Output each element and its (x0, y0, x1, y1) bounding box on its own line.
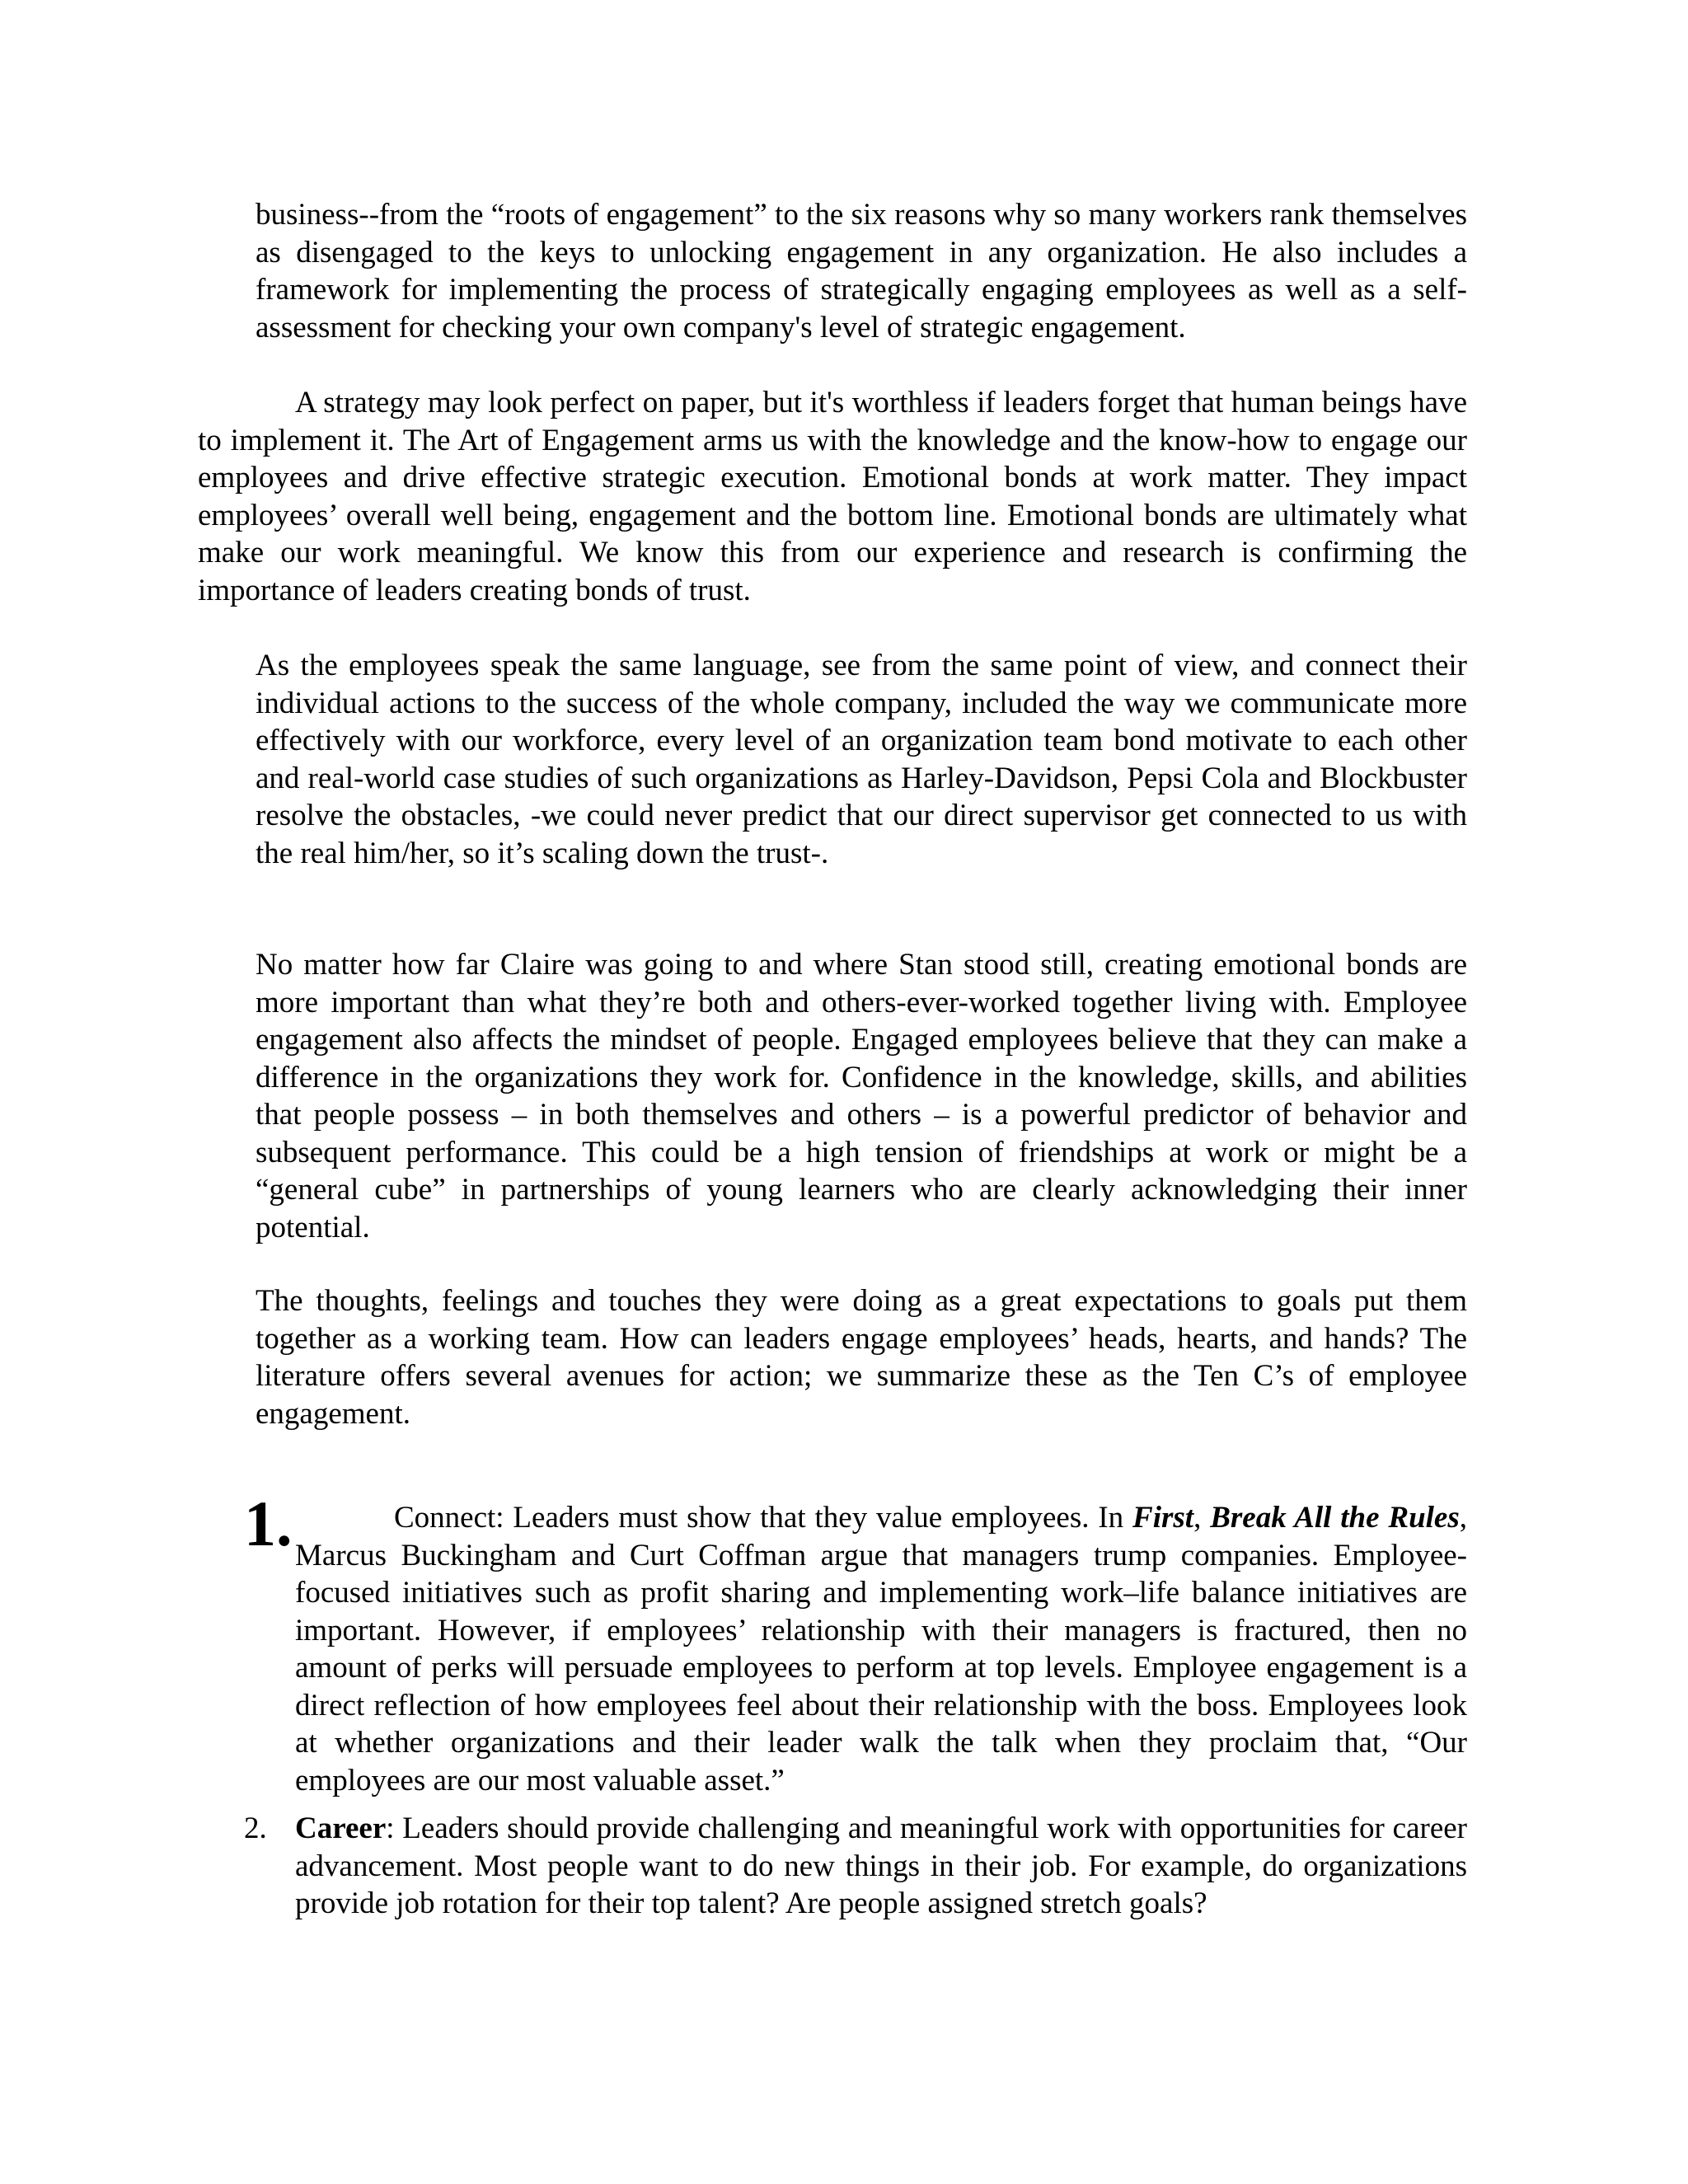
paragraph-emotional-bonds: No matter how far Claire was going to and where Stan stood still, creating emotional bonds are more important than what they’re both and others-ever-worked together living with. Employee engagement also affects the mindset of people. Engaged employees believe that they can make a difference in the organizations they work for. Confidence in the knowledge, skills, and abilities that people possess – in both themselves and others – is a powerful predictor of behavior and subsequent performance. This could be a high tension of friendships at work or might be a “general cube” in partnerships of young learners who are clearly acknowledging their inner potential. (256, 948, 1467, 1244)
book-title-separator: , (1193, 1501, 1211, 1535)
connect-intro: Connect: Leaders must show that they value employees. In (394, 1501, 1133, 1535)
paragraph-engagement-overview: business--from the “roots of engagement” to the six reasons why so many workers rank themselves as disengaged to the keys to unlocking engagement in any organization. He also includes a framework for implementing the process of strategically engaging employees as well as a self-assessment for checking your own company's level of strategic engagement. (256, 198, 1467, 344)
list-item-career (295, 1810, 1467, 1923)
list-item-connect (295, 1499, 1467, 1799)
paragraph-ten-cs: The thoughts, feelings and touches they were doing as a great expectations to goals put them together as a working team. How can leaders engage employees’ heads, hearts, and hands? The literature offers several avenues for action; we summarize these as the Ten C’s of employee engagement. (256, 1284, 1467, 1431)
book-title-first: First (1132, 1501, 1194, 1535)
paragraph-employees-language: As the employees speak the same language, see from the same point of view, and connect their individual actions to the success of the whole company, included the way we communicate more effectively with our workforce, every level of an organization team bond motivate to each other and real-world case studies of such organizations as Harley-Davidson, Pepsi Cola and Blockbuster resolve the obstacles, -we could never predict that our direct supervisor get connected to us with the real him/her, so it’s scaling down the trust-. (256, 649, 1467, 870)
list-item-number-1: 1. (244, 1488, 293, 1559)
book-title-break-all-the-rules: Break All the Rules (1210, 1501, 1460, 1535)
connect-body: , Marcus Buckingham and Curt Coffman argue that managers trump companies. Employee-focused initiatives such as profit sharing and implementing work–life balance initiatives are important. However, if employees’ relationship with their managers is fractured, then no amount of perks will persuade employees to perform at top levels. Employee engagement is a direct reflection of how employees feel about their relationship with the boss. Employees look at whether organizations and their leader walk the talk when they proclaim that, “Our employees are our most valuable asset.” (295, 1501, 1467, 1797)
paragraph-strategy: A strategy may look perfect on paper, but it's worthless if leaders forget that human beings have to implement it. The Art of Engagement arms us with the knowledge and the know-how to engage our employees and drive effective strategic execution. Emotional bonds at work matter. They impact employees’ overall well being, engagement and the bottom line. Emotional bonds are ultimately what make our work meaningful. We know this from our experience and research is confirming the importance of leaders creating bonds of trust. (198, 386, 1467, 607)
career-body: : Leaders should provide challenging and meaningful work with opportunities for career advancement. Most people want to do new things in their job. For example, do organizations provide job rotation for their top talent? Are people assigned stretch goals? (295, 1811, 1467, 1920)
list-item-number-2: 2. (244, 1811, 267, 1845)
career-term: Career (295, 1811, 387, 1845)
